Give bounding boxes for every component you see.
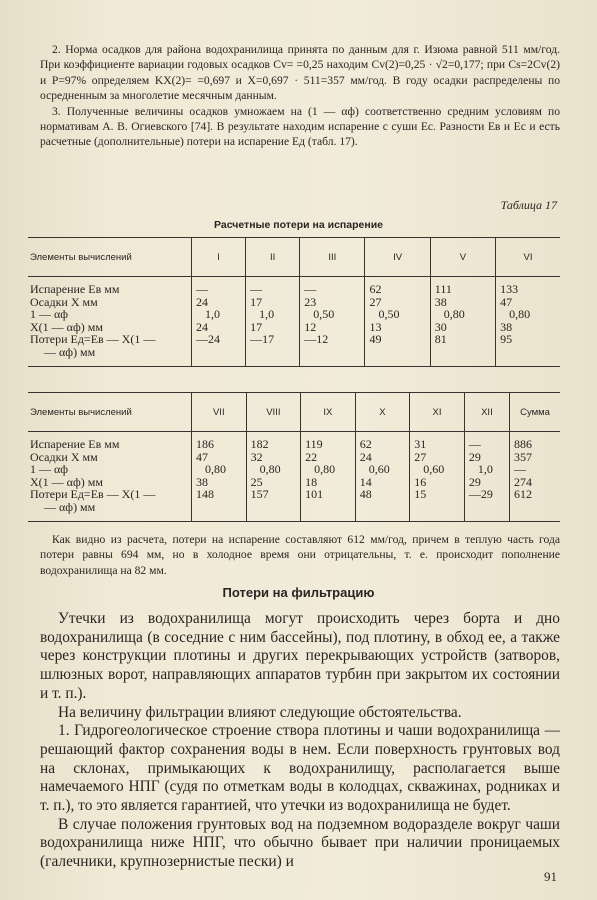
- col-X: [355, 432, 410, 514]
- cell: 31: [414, 437, 427, 451]
- cell: 25: [250, 474, 263, 489]
- header-month: X: [355, 393, 410, 432]
- cell: —12: [304, 332, 329, 346]
- table-header-row: [28, 393, 560, 432]
- cell: —29: [468, 487, 493, 501]
- cell: 13: [369, 319, 382, 334]
- paragraph-leakage: Утечки из водохранилища могут происходить через борта и дно водохранилища (в соседние с ним бассейны), под плотину, в обход ее, а также через конструкции плотины и других перекрывающих устройств (затворов, шлюзных ворот, направляющих аппаратов турбин при закрытом их состоянии и т. п.).: [40, 610, 560, 702]
- cell: 1,0: [196, 307, 220, 321]
- cell: 17: [250, 294, 263, 309]
- label-product: X(1 — αф) мм: [30, 474, 103, 489]
- cell: —: [250, 282, 263, 296]
- table-body-row: [28, 277, 560, 359]
- cell: —: [468, 437, 481, 451]
- label-product: X(1 — αф) мм: [30, 319, 103, 334]
- cell: 38: [500, 319, 513, 334]
- intro-text: [40, 42, 560, 150]
- header-month: III: [300, 238, 365, 277]
- col-XII: [464, 432, 509, 514]
- evaporation-table-2: [28, 392, 560, 522]
- page-number: 91: [544, 869, 557, 884]
- col-IV: [365, 277, 430, 359]
- header-month: V: [430, 238, 495, 277]
- section-heading: Потери на фильтрацию: [222, 585, 375, 600]
- cell: 148: [196, 487, 214, 501]
- cell: 133: [500, 282, 519, 296]
- cell: 0,80: [305, 462, 336, 476]
- label-coef: 1 — αф: [30, 307, 69, 321]
- cell: 32: [250, 449, 263, 464]
- table-number: Таблица 17: [500, 198, 557, 212]
- header-month: XI: [410, 393, 465, 432]
- label-losses: Потери Ед=Ев — X(1 —: [30, 487, 156, 501]
- label-losses-cont: — αф) мм: [44, 344, 96, 359]
- cell: 95: [500, 332, 513, 346]
- cell: 886: [514, 437, 533, 451]
- cell: 24: [359, 449, 372, 464]
- cell: 12: [304, 319, 317, 334]
- header-sum: Сумма: [510, 393, 560, 432]
- label-coef: 1 — αф: [30, 462, 69, 476]
- cell: 27: [414, 449, 427, 464]
- paragraph-hydrogeology: 1. Гидрогеологическое строение створа плотины и чаши водохранилища — решающий фактор сохранения воды в нем. Если поверхность грунтовых вод на склонах, примыкающих к водохранилищу, располагается выше намечаемого НПГ (судя по отметкам воды в колодцах, скважинах, родниках и т. п.), то это является гарантией, что утечки из водохранилища не будет.: [40, 722, 560, 815]
- cell: 23: [304, 294, 317, 309]
- label-losses: Потери Ед=Ев — X(1 —: [30, 332, 156, 346]
- col-IX: [301, 432, 356, 514]
- cell: 0,80: [434, 307, 465, 321]
- label-precip: Осадки X мм: [30, 294, 98, 309]
- cell: —: [514, 462, 527, 476]
- paragraph-conclusion: Как видно из расчета, потери на испарение составляют 612 мм/год, причем в теплую часть года потери равны 694 мм, но в холодное время они отрицательны, т. е. происходит пополнение водохранилища на 82 мм.: [40, 533, 560, 577]
- cell: 15: [414, 487, 427, 501]
- cell: 24: [196, 294, 208, 309]
- cell: 1,0: [250, 307, 275, 321]
- col-XI: [410, 432, 465, 514]
- cell: —17: [250, 332, 275, 346]
- col-VIII: [246, 432, 301, 514]
- col-III: [300, 277, 365, 359]
- cell: 0,60: [414, 462, 445, 476]
- paragraph-factors: На величину фильтрации влияют следующие обстоятельства.: [58, 703, 462, 721]
- cell: 47: [500, 294, 513, 309]
- cell: 0,80: [250, 462, 281, 476]
- body-text: [40, 610, 560, 872]
- cell: 612: [514, 487, 533, 501]
- cell: 357: [514, 449, 533, 464]
- cell: 38: [196, 474, 208, 489]
- evaporation-table-1: [28, 237, 560, 367]
- cell: 38: [434, 294, 447, 309]
- cell: 157: [250, 487, 269, 501]
- cell: 48: [359, 487, 372, 501]
- col-sum: [510, 432, 560, 514]
- cell: —24: [196, 332, 220, 346]
- cell: 49: [369, 332, 382, 346]
- header-month: IV: [365, 238, 430, 277]
- cell: 29: [468, 474, 481, 489]
- cell: 0,80: [196, 462, 226, 476]
- cell: —: [196, 282, 208, 296]
- header-month: VI: [496, 238, 560, 277]
- cell: 29: [468, 449, 481, 464]
- header-month: I: [192, 238, 246, 277]
- cell: 274: [514, 474, 533, 489]
- label-losses-cont: — αф) мм: [44, 499, 96, 514]
- label-evaporation: Испарение Ев мм: [30, 437, 120, 451]
- table-title: Расчетные потери на испарение: [213, 219, 383, 231]
- cell: 24: [196, 319, 208, 334]
- cell: 0,50: [369, 307, 400, 321]
- cell: 81: [434, 332, 447, 346]
- cell: 16: [414, 474, 427, 489]
- header-elements: Элементы вычислений: [28, 238, 192, 277]
- header-month: XII: [464, 393, 509, 432]
- header-month: II: [246, 238, 300, 277]
- cell: 111: [434, 282, 452, 296]
- cell: 17: [250, 319, 263, 334]
- cell: 0,80: [500, 307, 531, 321]
- paragraph-groundwater: В случае положения грунтовых вод на подземном водоразделе вокруг чаши водохранилища ниже НПГ, что обычно бывает при наличии проницаемых (галечники, крупнозернистые пески) и: [40, 815, 560, 871]
- paragraph-precipitation-norm: 2. Норма осадков для района водохранилища принята по данным для г. Изюма равной 511 мм/год. При коэффициенте вариации годовых осадков Cv= =0,25 находим Cv(2)=0,25 · √2=0,177; при Cs=2Cv(2) и P=97% определяем KX(2)= =0,697 и X=0,697 · 511=357 мм/год. В году осадки распределены по осредненным за многолетие месячным данным.: [40, 43, 560, 103]
- paragraph-evaporation-calc: 3. Полученные величины осадков умножаем на (1 — αф) соответственно средним условиям по нормативам А. В. Огиевского [74]. В результате находим испарение с суши Ес. Разности Ев и Ес и есть расчетные (дополнительные) потери на испарение Ед (табл. 17).: [40, 104, 560, 149]
- table-header-row: [28, 238, 560, 277]
- label-evaporation: Испарение Ев мм: [30, 282, 120, 296]
- cell: 62: [359, 437, 372, 451]
- header-elements: Элементы вычислений: [28, 393, 192, 432]
- col-VI: [496, 277, 560, 359]
- cell: 182: [250, 437, 269, 451]
- cell: 27: [369, 294, 382, 309]
- table-bottom-rule: [28, 513, 560, 522]
- cell: 18: [305, 474, 318, 489]
- cell: 101: [305, 487, 324, 501]
- cell: 22: [305, 449, 318, 464]
- col-VII: [192, 432, 247, 514]
- cell: 30: [434, 319, 447, 334]
- cell: 62: [369, 282, 382, 296]
- table-conclusion: [40, 532, 560, 578]
- cell: 0,50: [304, 307, 335, 321]
- header-month: VIII: [246, 393, 301, 432]
- cell: 0,60: [359, 462, 390, 476]
- label-precip: Осадки X мм: [30, 449, 98, 464]
- cell: 14: [359, 474, 372, 489]
- cell: 119: [305, 437, 323, 451]
- cell: 1,0: [468, 462, 493, 476]
- header-month: VII: [192, 393, 247, 432]
- row-labels: [28, 277, 192, 359]
- cell: —: [304, 282, 317, 296]
- cell: 47: [196, 449, 208, 464]
- table-body-row: [28, 432, 560, 514]
- header-month: IX: [301, 393, 356, 432]
- row-labels: [28, 432, 192, 514]
- col-I: [192, 277, 246, 359]
- col-V: [430, 277, 495, 359]
- col-II: [246, 277, 300, 359]
- table-bottom-rule: [28, 358, 560, 367]
- cell: 186: [196, 437, 214, 451]
